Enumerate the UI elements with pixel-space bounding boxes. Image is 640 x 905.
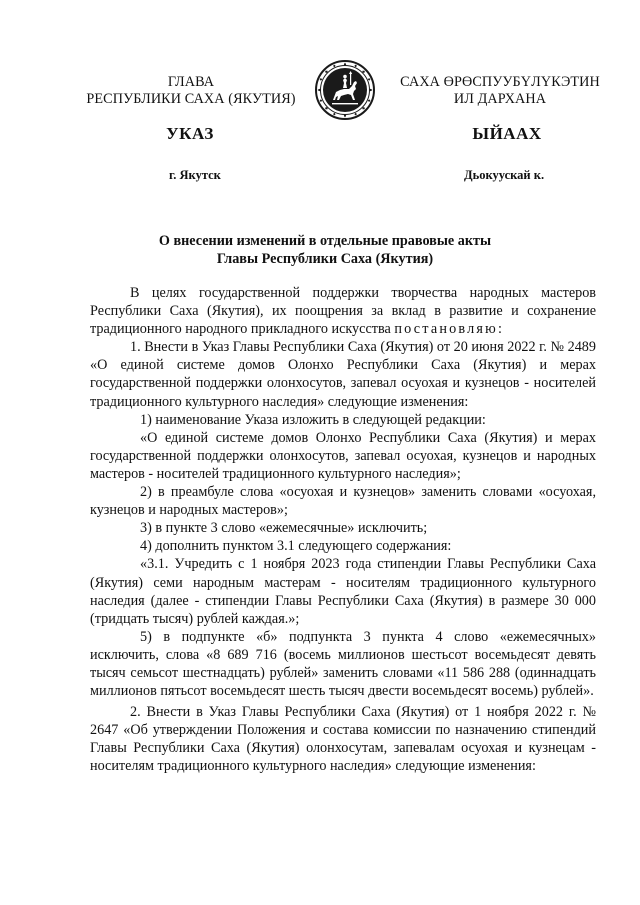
header-right — [390, 74, 610, 108]
paragraph-2: 2. Внести в Указ Главы Республики Саха (Якутия) от 1 ноября 2022 г. № 2647 «Об утверждении Положения и состава комиссии по назначению стипендий Главы Республики Саха (Якутия) олонхосутам, запевалам осуохая и кузнецам - носителям традиционного культурного наследия» следующие изменения: — [90, 704, 596, 775]
document-body — [90, 284, 596, 776]
header-left-line2: РЕСПУБЛИКИ САХА (ЯКУТИЯ) — [86, 91, 296, 107]
document-title — [100, 232, 550, 268]
document-title-line1: О внесении изменений в отдельные правовые акты — [158, 233, 492, 249]
preamble-end: : — [497, 321, 502, 338]
paragraph-1-3: 3) в пункте 3 слово «ежемесячные» исключить; — [140, 520, 428, 537]
preamble-resolve: постановляю — [394, 321, 498, 338]
paragraph-1: 1. Внести в Указ Главы Республики Саха (Якутия) от 20 июня 2022 г. № 2489 «О единой системе домов Олонхо Республики Саха (Якутия) и мерах государственной поддержки олонхосутов, запевал осуохая и кузнецов - носителей традиционного культурного наследия» следующие изменения: — [90, 339, 596, 410]
header-left-line1: ГЛАВА — [167, 74, 215, 90]
paragraph-1-4-text: «3.1. Учредить с 1 ноября 2023 года стипендии Главы Республики Саха (Якутия) семи народным мастерам - носителям традиционного культурного наследия (далее - стипендии Главы Республики Саха (Якутия) в размере 30 000 (тридцать тысяч) рублей каждая.»; — [90, 556, 596, 627]
preamble-text: В целях государственной поддержки творчества народных мастеров Республики Саха (Якутия), их поощрения за вклад в развитие и сохранение традиционного народного прикладного искусства — [90, 285, 596, 338]
paragraph-1-1: 1) наименование Указа изложить в следующей редакции: — [140, 411, 486, 428]
paragraph-1-1-text: «О единой системе домов Олонхо Республики Саха (Якутия) и мерах государственной поддержки олонхосутов, запевал осуохая, кузнецов и народных мастеров - носителей традиционного культурного наследия»; — [90, 429, 596, 482]
header-right-line1: САХА ӨРӨСПУУБҮЛҮКЭТИН — [400, 74, 600, 90]
paragraph-1-2: 2) в преамбуле слова «осуохая и кузнецов» заменить словами «осуохая, кузнецов и народных мастеров»; — [90, 484, 596, 519]
city-right: Дьокуускай к. — [464, 168, 545, 182]
title-ukaz: УКАЗ — [166, 124, 214, 143]
title-yiaakh: ЫЙААХ — [472, 124, 542, 143]
header-left — [82, 74, 300, 108]
document-title-line2: Главы Республики Саха (Якутия) — [216, 251, 434, 267]
paragraph-1-5: 5) в подпункте «б» подпункта 3 пункта 4 слово «ежемесячных» исключить, слова «8 689 716 (восемь миллионов шестьсот восемьдесят девять тысяч семьсот шестнадцать) рублей» заменить словами «11 586 288 (одиннадцать миллионов пятьсот восемьдесят шесть тысяч двести восемьдесят восемь) рублей». — [90, 628, 596, 700]
preamble-paragraph — [90, 284, 596, 338]
paragraph-1-4: 4) дополнить пунктом 3.1 следующего содержания: — [140, 538, 452, 555]
city-left: г. Якутск — [169, 168, 221, 182]
coat-of-arms-icon — [314, 59, 376, 121]
header-right-line2: ИЛ ДАРХАНА — [453, 91, 547, 107]
